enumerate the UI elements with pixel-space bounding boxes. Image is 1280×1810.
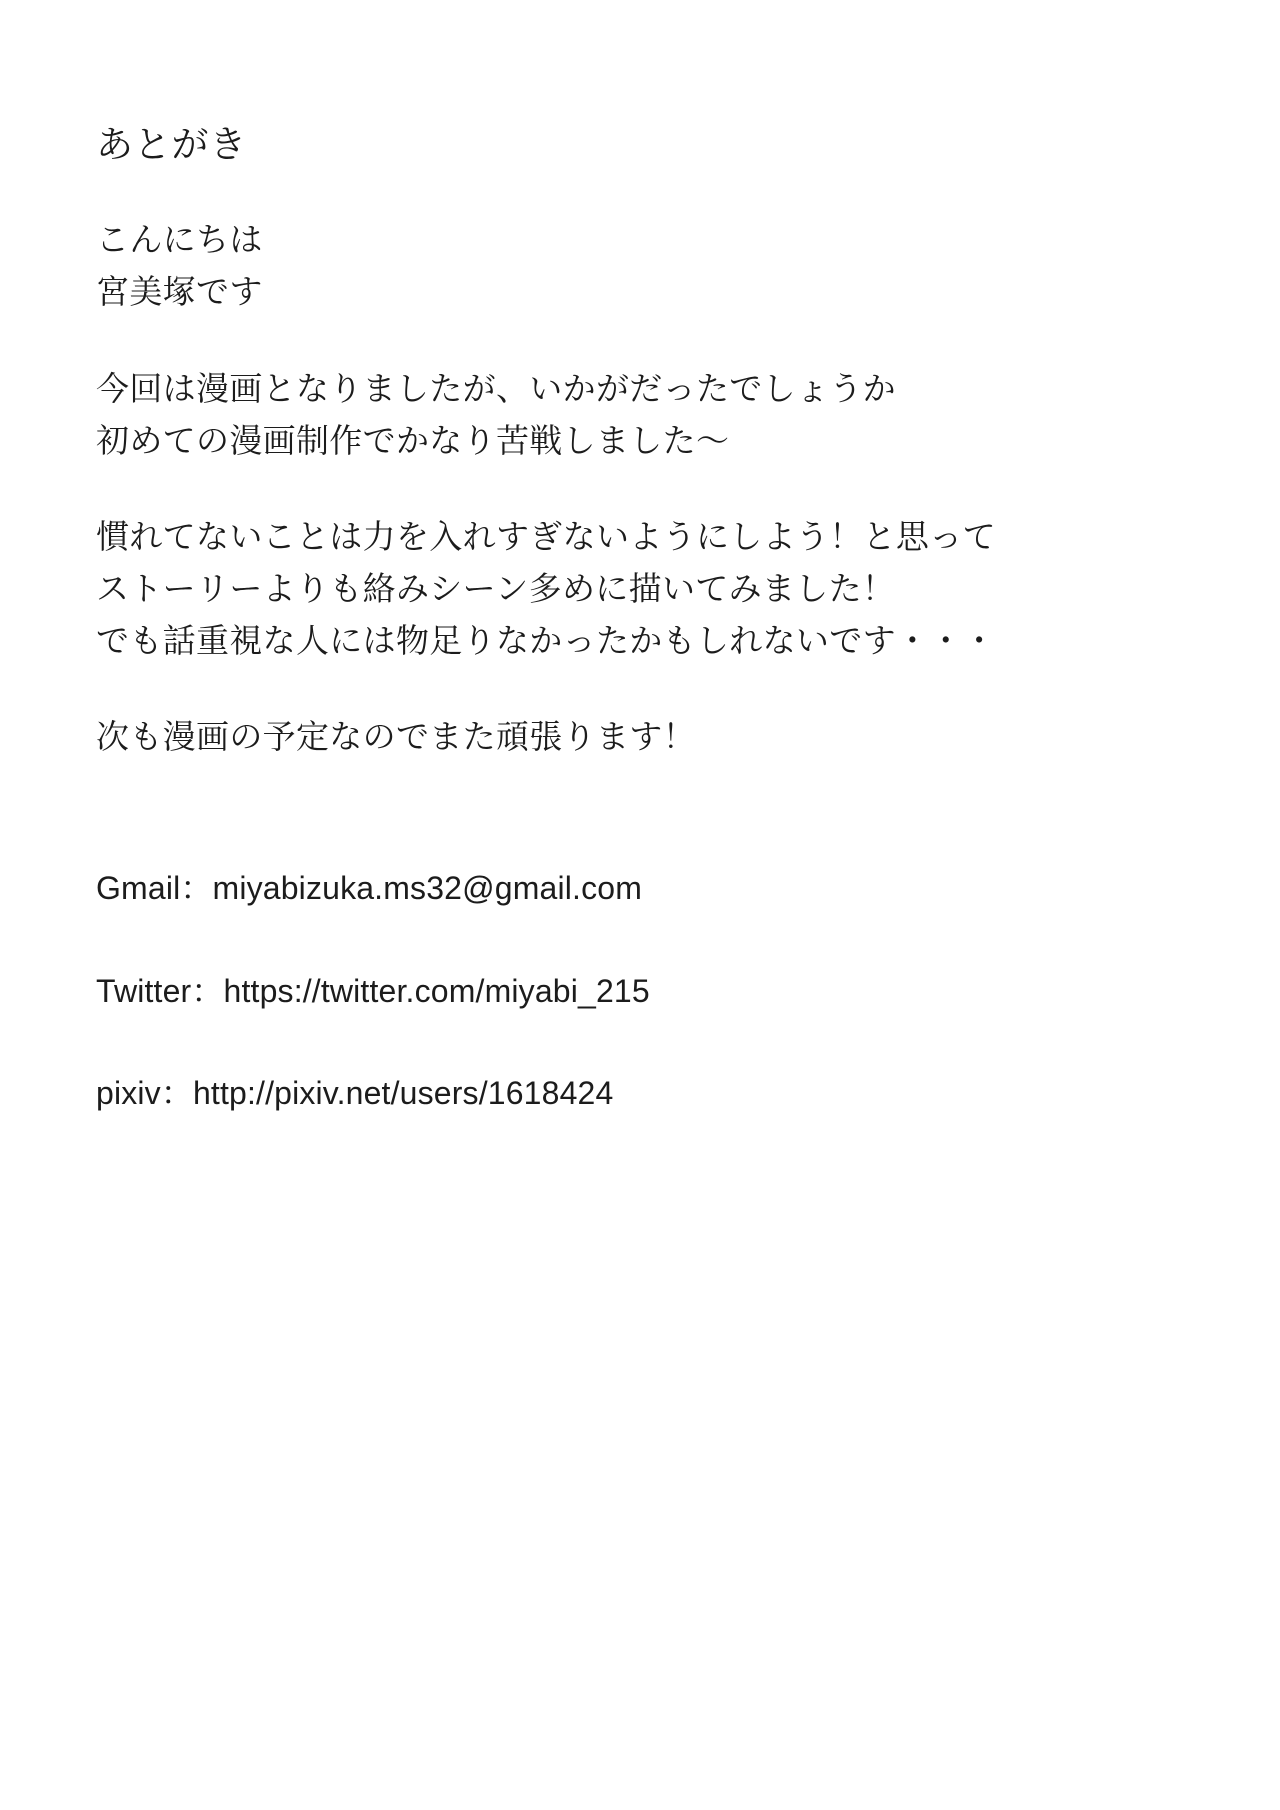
paragraph-line: 宮美塚です [96,273,263,311]
page-title: あとがき [96,124,247,165]
gmail-contact [96,863,1176,914]
contact-line: Twitter：https://twitter.com/miyabi_215 [96,972,650,1009]
paragraph-line: 今回は漫画となりましたが、いかがだったでしょうか [96,369,896,407]
paragraph-line: 初めての漫画制作でかなり苦戦しました～ [96,421,730,459]
paragraph-line: 慣れてないことは力を入れすぎないようにしよう！と思って [96,517,996,555]
closing-paragraph [96,711,1176,763]
twitter-contact [96,966,1176,1017]
paragraph-line: ストーリーよりも絡みシーン多めに描いてみました！ [96,569,896,607]
contact-line: Gmail：miyabizuka.ms32@gmail.com [96,870,643,907]
contact-line: pixiv：http://pixiv.net/users/1618424 [96,1075,614,1112]
paragraph-line: こんにちは [96,221,263,259]
paragraph-line: 次も漫画の予定なのでまた頑張ります！ [96,718,696,756]
paragraph-line: でも話重視な人には物足りなかったかもしれないです・・・ [96,622,996,659]
afterword-content [96,122,1176,1171]
intro-paragraph [96,363,1176,467]
pixiv-contact [96,1068,1176,1119]
process-paragraph [96,511,1176,667]
section-spacer [96,807,1176,863]
greeting-paragraph [96,214,1176,318]
